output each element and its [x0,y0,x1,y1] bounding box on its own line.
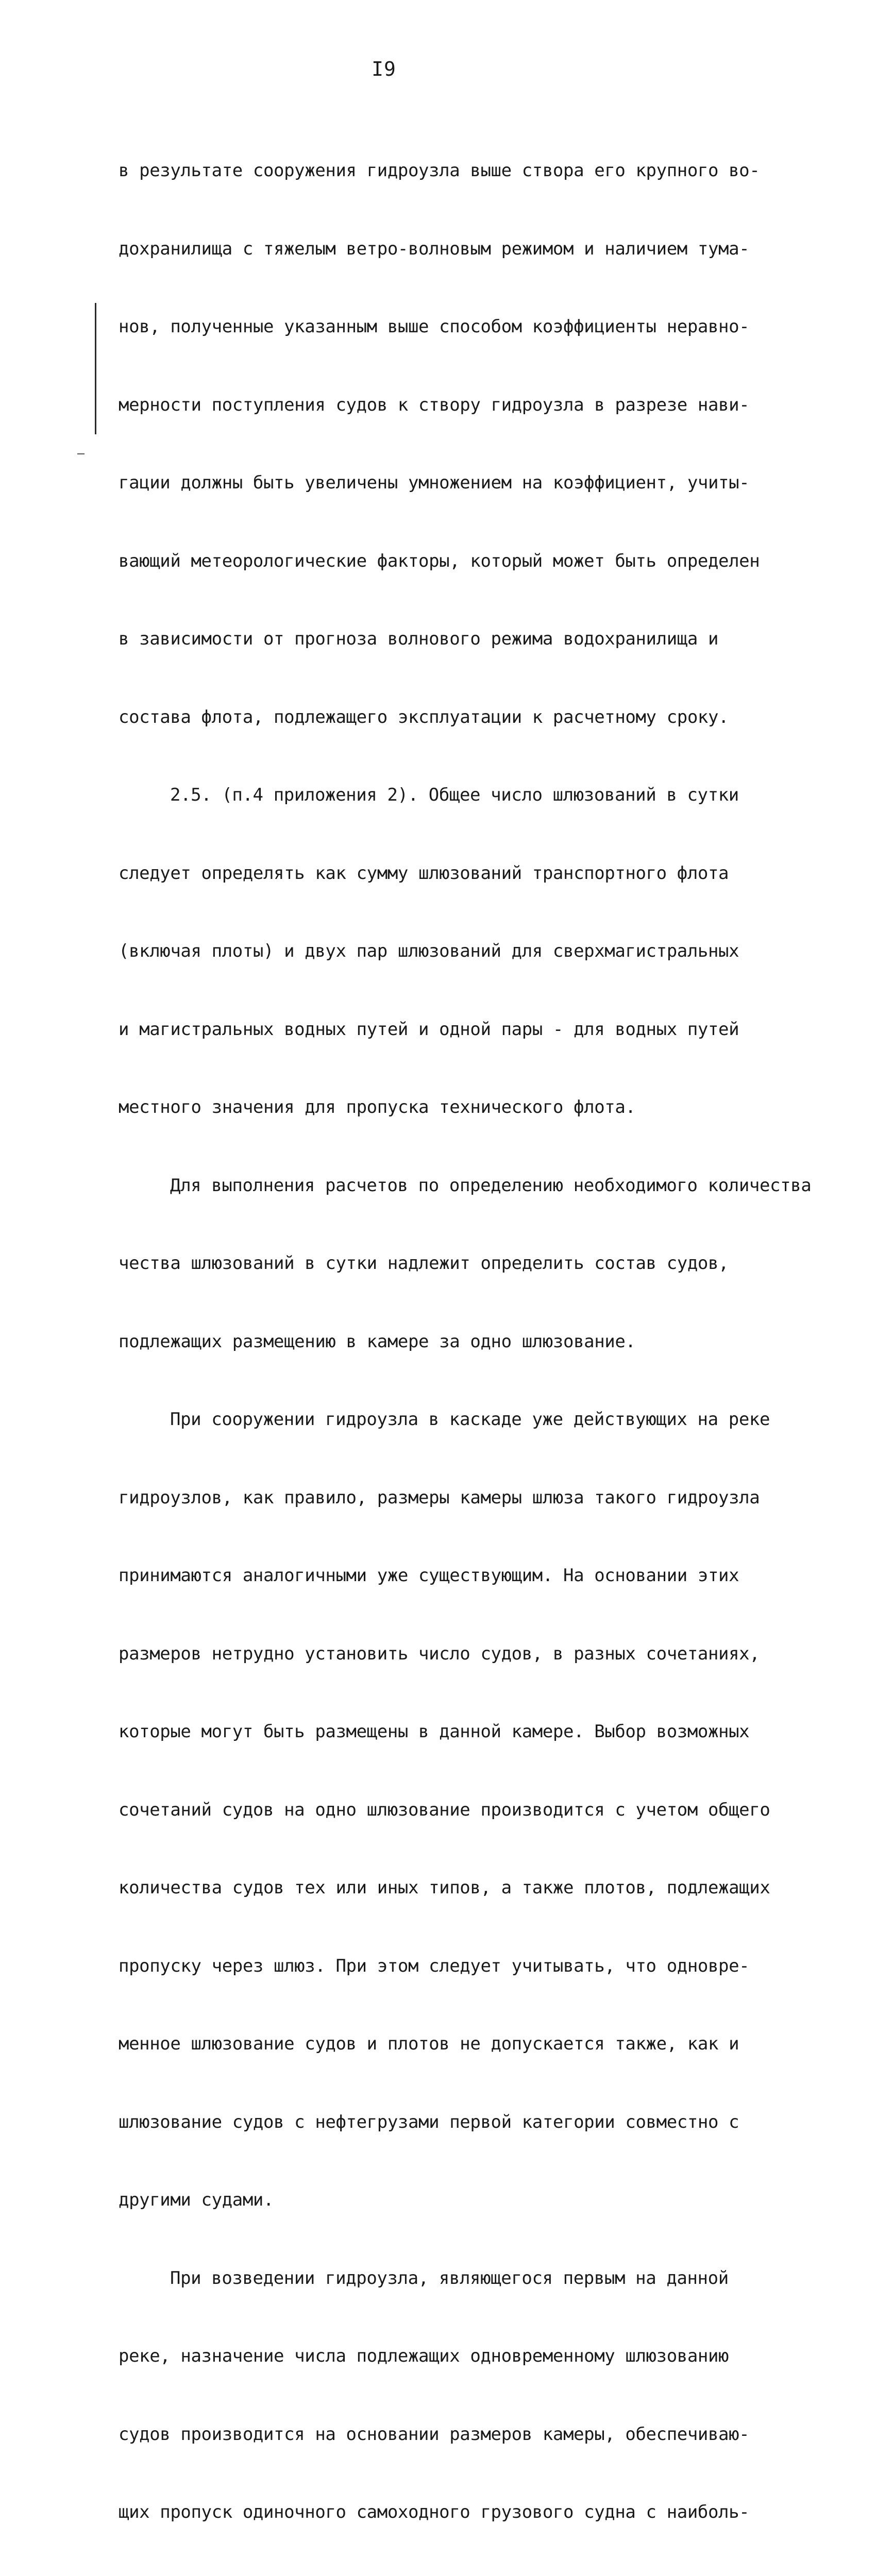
text-line: При возведении гидроузла, являющегося первым на данной [170,2267,729,2289]
text-line: гидроузлов, как правило, размеры камеры шлюза такого гидроузла [119,1487,760,1508]
text-line: нов, полученные указанным выше способом коэффициенты неравно- [119,316,750,337]
text-line: судов производится на основании размеров камеры, обеспечиваю- [119,2424,750,2445]
text-line: (включая плоты) и двух пар шлюзований для сверхмагистральных [119,941,739,961]
text-line: 2.5. (п.4 приложения 2). Общее число шлюзований в сутки [170,785,739,805]
text-line: и магистральных водных путей и одной пары - для водных путей [119,1019,739,1040]
text-line: сочетаний судов на одно шлюзование производится с учетом общего [119,1799,770,1820]
body-text [119,106,812,2576]
text-line: реке, назначение числа подлежащих одновременному шлюзованию [119,2346,729,2366]
text-line: принимаются аналогичными уже существующим. На основании этих [119,1565,739,1586]
text-line: гации должны быть увеличены умножением на коэффициент, учиты- [119,472,750,493]
text-line: которые могут быть размещены в данной камере. Выбор возможных [119,1721,750,1742]
text-line: Для выполнения расчетов по определению необходимого количества [170,1175,812,1196]
text-line: шлюзование судов с нефтегрузами первой категории совместно с [119,2111,739,2132]
text-line: мерности поступления судов к створу гидроузла в разрезе нави- [119,394,750,415]
text-line: вающий метеорологические факторы, который может быть определен [119,550,760,571]
text-line: подлежащих размещению в камере за одно шлюзование. [119,1331,636,1352]
text-line: щих пропуск одиночного самоходного грузового судна с наиболь- [119,2502,750,2522]
margin-mark [77,453,85,454]
text-line: чества шлюзований в сутки надлежит определить состав судов, [119,1253,729,1274]
text-line: следует определять как сумму шлюзований транспортного флота [119,862,729,884]
text-line: состава флота, подлежащего эксплуатации к расчетному сроку. [119,706,729,727]
margin-revision-bar [95,303,96,434]
text-line: в зависимости от прогноза волнового режима водохранилища и [119,629,719,649]
text-line: размеров нетрудно установить число судов, в разных сочетаниях, [119,1643,760,1664]
text-line: местного значения для пропуска технического флота. [119,1097,636,1117]
text-line: в результате сооружения гидроузла выше створа его крупного во- [119,160,760,181]
page-number: I9 [372,58,396,80]
text-line: пропуску через шлюз. При этом следует учитывать, что одновре- [119,1955,750,1976]
text-line: дохранилища с тяжелым ветро-волновым режимом и наличием тума- [119,238,750,259]
text-line: количества судов тех или иных типов, а также плотов, подлежащих [119,1877,770,1898]
text-line: менное шлюзование судов и плотов не допускается также, как и [119,2033,739,2054]
text-line: другими судами. [119,2190,274,2210]
text-line: При сооружении гидроузла в каскаде уже действующих на реке [170,1409,770,1430]
